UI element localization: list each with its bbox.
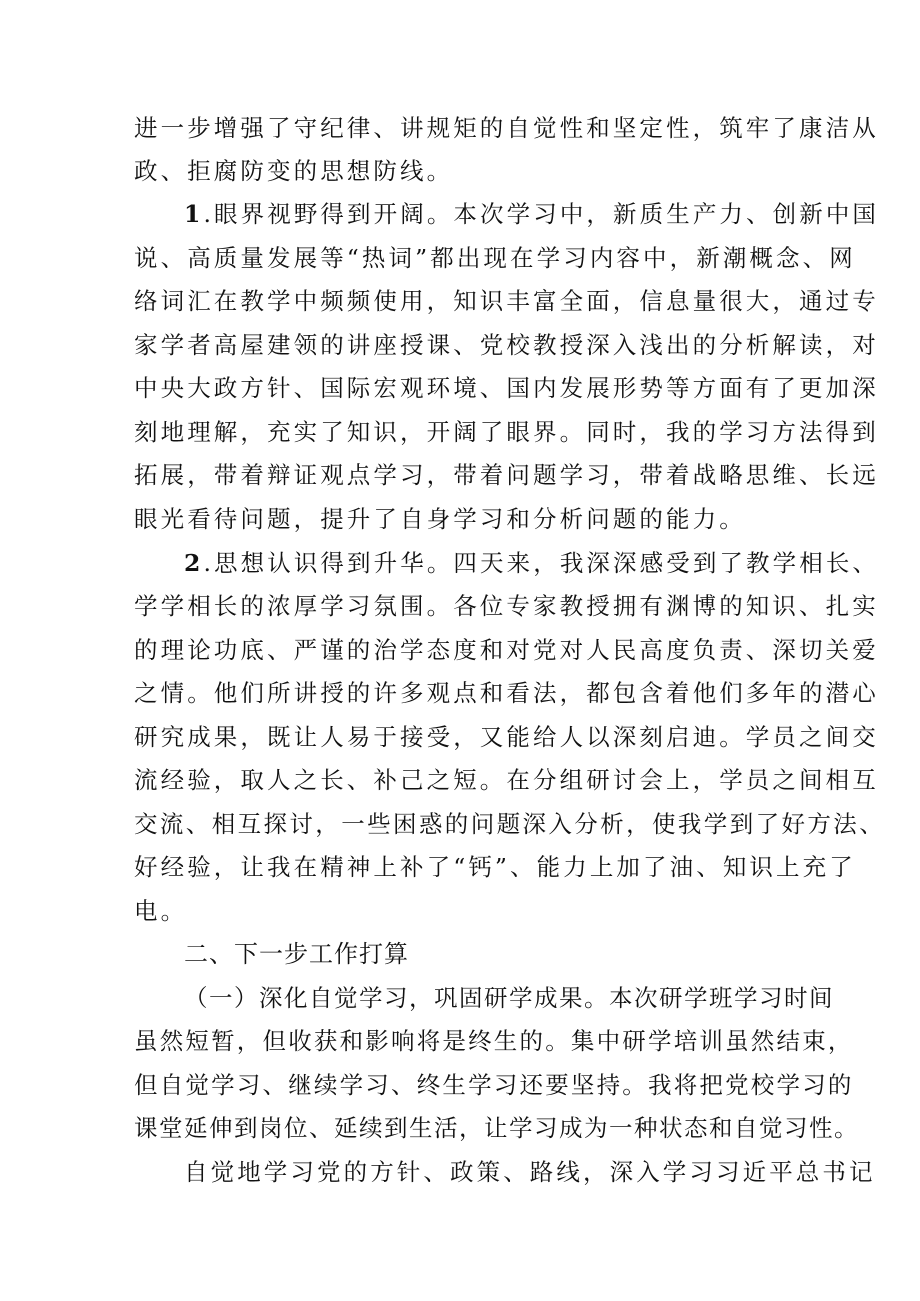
text-line: 虽然短暂，但收获和影响将是终生的。集中研学培训虽然结束，: [134, 1027, 854, 1055]
section-heading: 二、下一步工作打算: [184, 940, 409, 968]
text-line: 拓展，带着辩证观点学习，带着问题学习，带着战略思维、长远: [134, 461, 879, 489]
text-line: 说、高质量发展等“热词”都出现在学习内容中，新潮概念、网: [134, 244, 856, 272]
text-line: 的理论功底、严谨的治学态度和对党对人民高度负责、深切关爱: [134, 636, 879, 664]
point-heading-text: .眼界视野得到开阔。本次学习中，新质生产力、创新中国: [203, 200, 880, 228]
point-number: 1: [184, 200, 204, 228]
text-line: 课堂延伸到岗位、延续到生活，让学习成为一种状态和自觉习性。: [134, 1114, 859, 1142]
text-line: 络词汇在教学中频频使用，知识丰富全面，信息量很大，通过专: [134, 287, 879, 315]
text-line: 之情。他们所讲授的许多观点和看法，都包含着他们多年的潜心: [134, 679, 879, 707]
text-line: 但自觉学习、继续学习、终生学习还要坚持。我将把党校学习的: [134, 1071, 854, 1099]
text-line: 自觉地学习党的方针、政策、路线，深入学习习近平总书记: [184, 1158, 876, 1186]
text-line: 电。: [134, 897, 188, 925]
text-line: 研究成果，既让人易于接受，又能给人以深刻启迪。学员之间交: [134, 723, 879, 751]
paragraph-point-1-first-line: [184, 199, 880, 229]
point-number: 2: [184, 549, 204, 577]
text-line: 刻地理解，充实了知识，开阔了眼界。同时，我的学习方法得到: [134, 418, 879, 446]
text-line: 进一步增强了守纪律、讲规矩的自觉性和坚定性，筑牢了康洁从: [134, 114, 879, 142]
text-line: （一）深化自觉学习，巩固研学成果。本次研学班学习时间: [184, 984, 834, 1012]
text-line: 交流、相互探讨，一些困惑的问题深入分析，使我学到了好方法、: [134, 810, 886, 838]
point-heading-text: .思想认识得到升华。四天来，我深深感受到了教学相长、: [203, 549, 880, 577]
text-line: 好经验，让我在精神上补了“钙”、能力上加了油、知识上充了: [134, 853, 856, 881]
text-line: 中央大政方针、国际宏观环境、国内发展形势等方面有了更加深: [134, 374, 879, 402]
text-line: 眼光看待问题，提升了自身学习和分析问题的能力。: [134, 505, 746, 533]
text-line: 政、拒腐防变的思想防线。: [134, 157, 454, 185]
text-line: 学学相长的浓厚学习氛围。各位专家教授拥有渊博的知识、扎实: [134, 592, 879, 620]
text-line: 流经验，取人之长、补己之短。在分组研讨会上，学员之间相互: [134, 766, 879, 794]
text-line: 家学者高屋建领的讲座授课、党校教授深入浅出的分析解读，对: [134, 331, 879, 359]
paragraph-point-2-first-line: [184, 548, 880, 578]
